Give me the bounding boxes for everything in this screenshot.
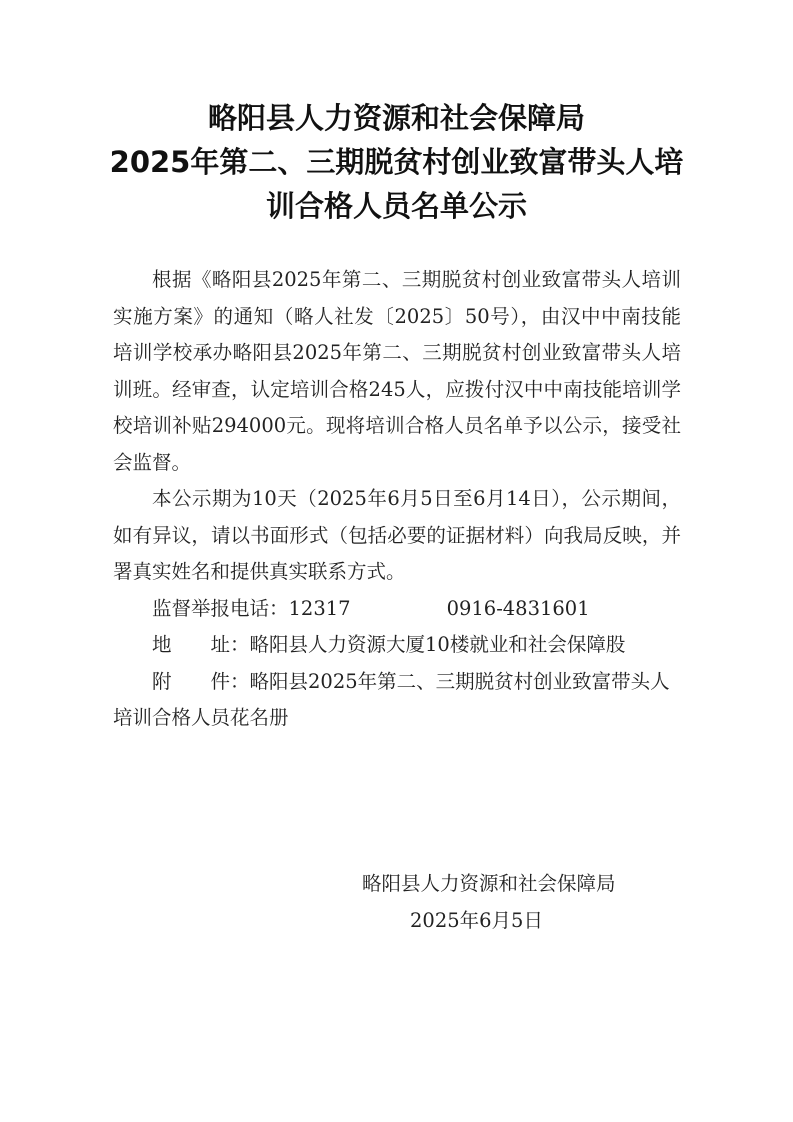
- notice-paragraph-2: 本公示期为10天（2025年6月5日至6月14日），公示期间，如有异议，请以书面形式（包括必要的证据材料）向我局反映，并署真实姓名和提供真实联系方式。: [113, 487, 681, 583]
- signature-organization: 略阳县人力资源和社会保障局: [362, 872, 616, 895]
- document-title: [0, 96, 793, 228]
- hotline-label: 监督举报电话：: [152, 596, 289, 620]
- notice-paragraph-1: 根据《略阳县2025年第二、三期脱贫村创业致富带头人培训实施方案》的通知（略人社发〔2025〕50号），由汉中中南技能培训学校承办略阳县2025年第二、三期脱贫村创业致富带头人培训班。经审查，认定培训合格245人，应拨付汉中中南技能培训学校培训补贴294000元。现将培训合格人员名单予以公示，接受社会监督。: [113, 268, 681, 474]
- hotline-number-2: 0916-4831601: [446, 596, 590, 620]
- hotline-number-1: 12317: [288, 596, 351, 620]
- address-row: [113, 627, 681, 664]
- attachment-value: 略阳县2025年第二、三期脱贫村创业致富带头人培训合格人员花名册: [113, 669, 670, 729]
- signature-date: 2025年6月5日: [410, 909, 543, 932]
- attachment-label: 附 件：: [152, 669, 250, 693]
- address-value: 略阳县人力资源大厦10楼就业和社会保障股: [249, 633, 626, 656]
- document-body: [113, 262, 681, 737]
- title-line-3: 训合格人员名单公示: [265, 189, 527, 223]
- attachment-row: [113, 664, 681, 737]
- address-label: 地 址：: [152, 633, 250, 656]
- title-line-2: 2025年第二、三期脱贫村创业致富带头人培: [109, 145, 684, 179]
- title-line-1: 略阳县人力资源和社会保障局: [207, 101, 585, 135]
- hotline-row: [113, 591, 681, 628]
